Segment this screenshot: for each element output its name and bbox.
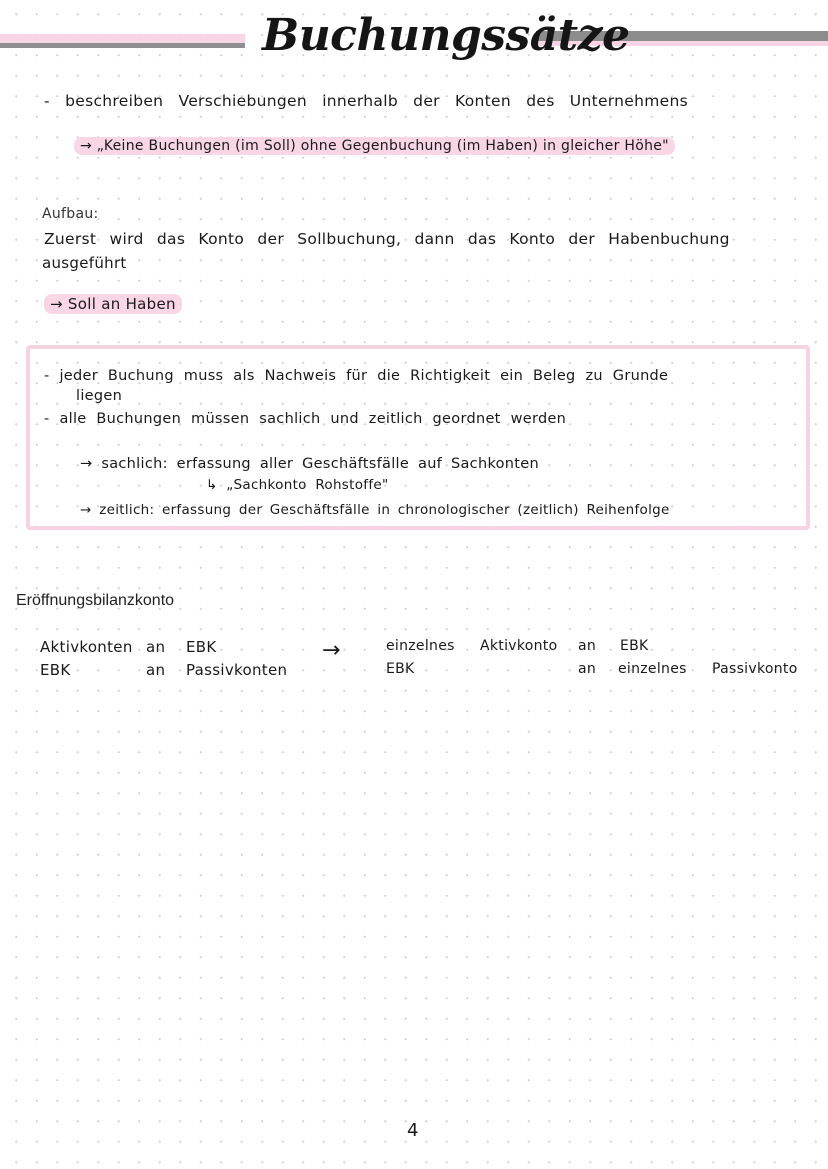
ebk-arrow: → bbox=[322, 638, 341, 663]
ebk-right-r1c2: Aktivkonto bbox=[480, 638, 558, 654]
intro-quote-highlight: → „Keine Buchungen (im Soll) ohne Gegenbuchung (im Haben) in gleicher Höhe" bbox=[74, 137, 675, 155]
ebk-right-r1c4: EBK bbox=[620, 638, 649, 654]
intro-line-2 bbox=[74, 138, 675, 154]
box-line-1: - jeder Buchung muss als Nachweis für die Richtigkeit ein Beleg zu Grunde bbox=[44, 368, 669, 384]
intro-line-1: - beschreiben Verschiebungen innerhalb der Konten des Unternehmens bbox=[44, 92, 688, 110]
aufbau-arrow-line bbox=[44, 295, 182, 313]
ebk-right-r1c1: einzelnes bbox=[386, 638, 455, 654]
box-line-3: → sachlich: erfassung aller Geschäftsfälle auf Sachkonten bbox=[80, 456, 539, 472]
ebk-right-r2c5: Passivkonto bbox=[712, 661, 798, 677]
ebk-right-r2c4: einzelnes bbox=[618, 661, 687, 677]
ebk-left-r2c3: Passivkonten bbox=[186, 661, 288, 679]
ebk-right-r2c1: EBK bbox=[386, 661, 415, 677]
ebk-right-r2c3: an bbox=[578, 661, 597, 677]
header-bar-left-pink bbox=[0, 34, 245, 43]
box-line-5: → zeitlich: erfassung der Geschäftsfälle in chronologischer (zeitlich) Reihenfolge bbox=[80, 502, 670, 518]
box-line-4: ↳ „Sachkonto Rohstoffe" bbox=[206, 477, 389, 493]
ebk-left-r1c3: EBK bbox=[186, 638, 217, 656]
ebk-heading: Eröffnungsbilanzkonto bbox=[16, 592, 175, 609]
ebk-left-r2c1: EBK bbox=[40, 661, 71, 679]
ebk-left-r1c1: Aktivkonten bbox=[40, 638, 133, 656]
ebk-left-r2c2: an bbox=[146, 661, 166, 679]
page-title: Buchungssätze bbox=[262, 10, 630, 61]
aufbau-heading: Aufbau: bbox=[42, 206, 99, 222]
page-number: 4 bbox=[407, 1120, 419, 1141]
ebk-left-r1c2: an bbox=[146, 638, 166, 656]
soll-an-haben-highlight: → Soll an Haben bbox=[44, 294, 182, 314]
box-line-1b: liegen bbox=[76, 388, 123, 404]
aufbau-line-1: Zuerst wird das Konto der Sollbuchung, dann das Konto der Habenbuchung bbox=[44, 230, 730, 248]
header-bar-left-gray bbox=[0, 43, 245, 48]
ebk-right-r1c3: an bbox=[578, 638, 597, 654]
box-line-2: - alle Buchungen müssen sachlich und zeitlich geordnet werden bbox=[44, 411, 567, 427]
aufbau-line-2: ausgeführt bbox=[42, 254, 127, 272]
